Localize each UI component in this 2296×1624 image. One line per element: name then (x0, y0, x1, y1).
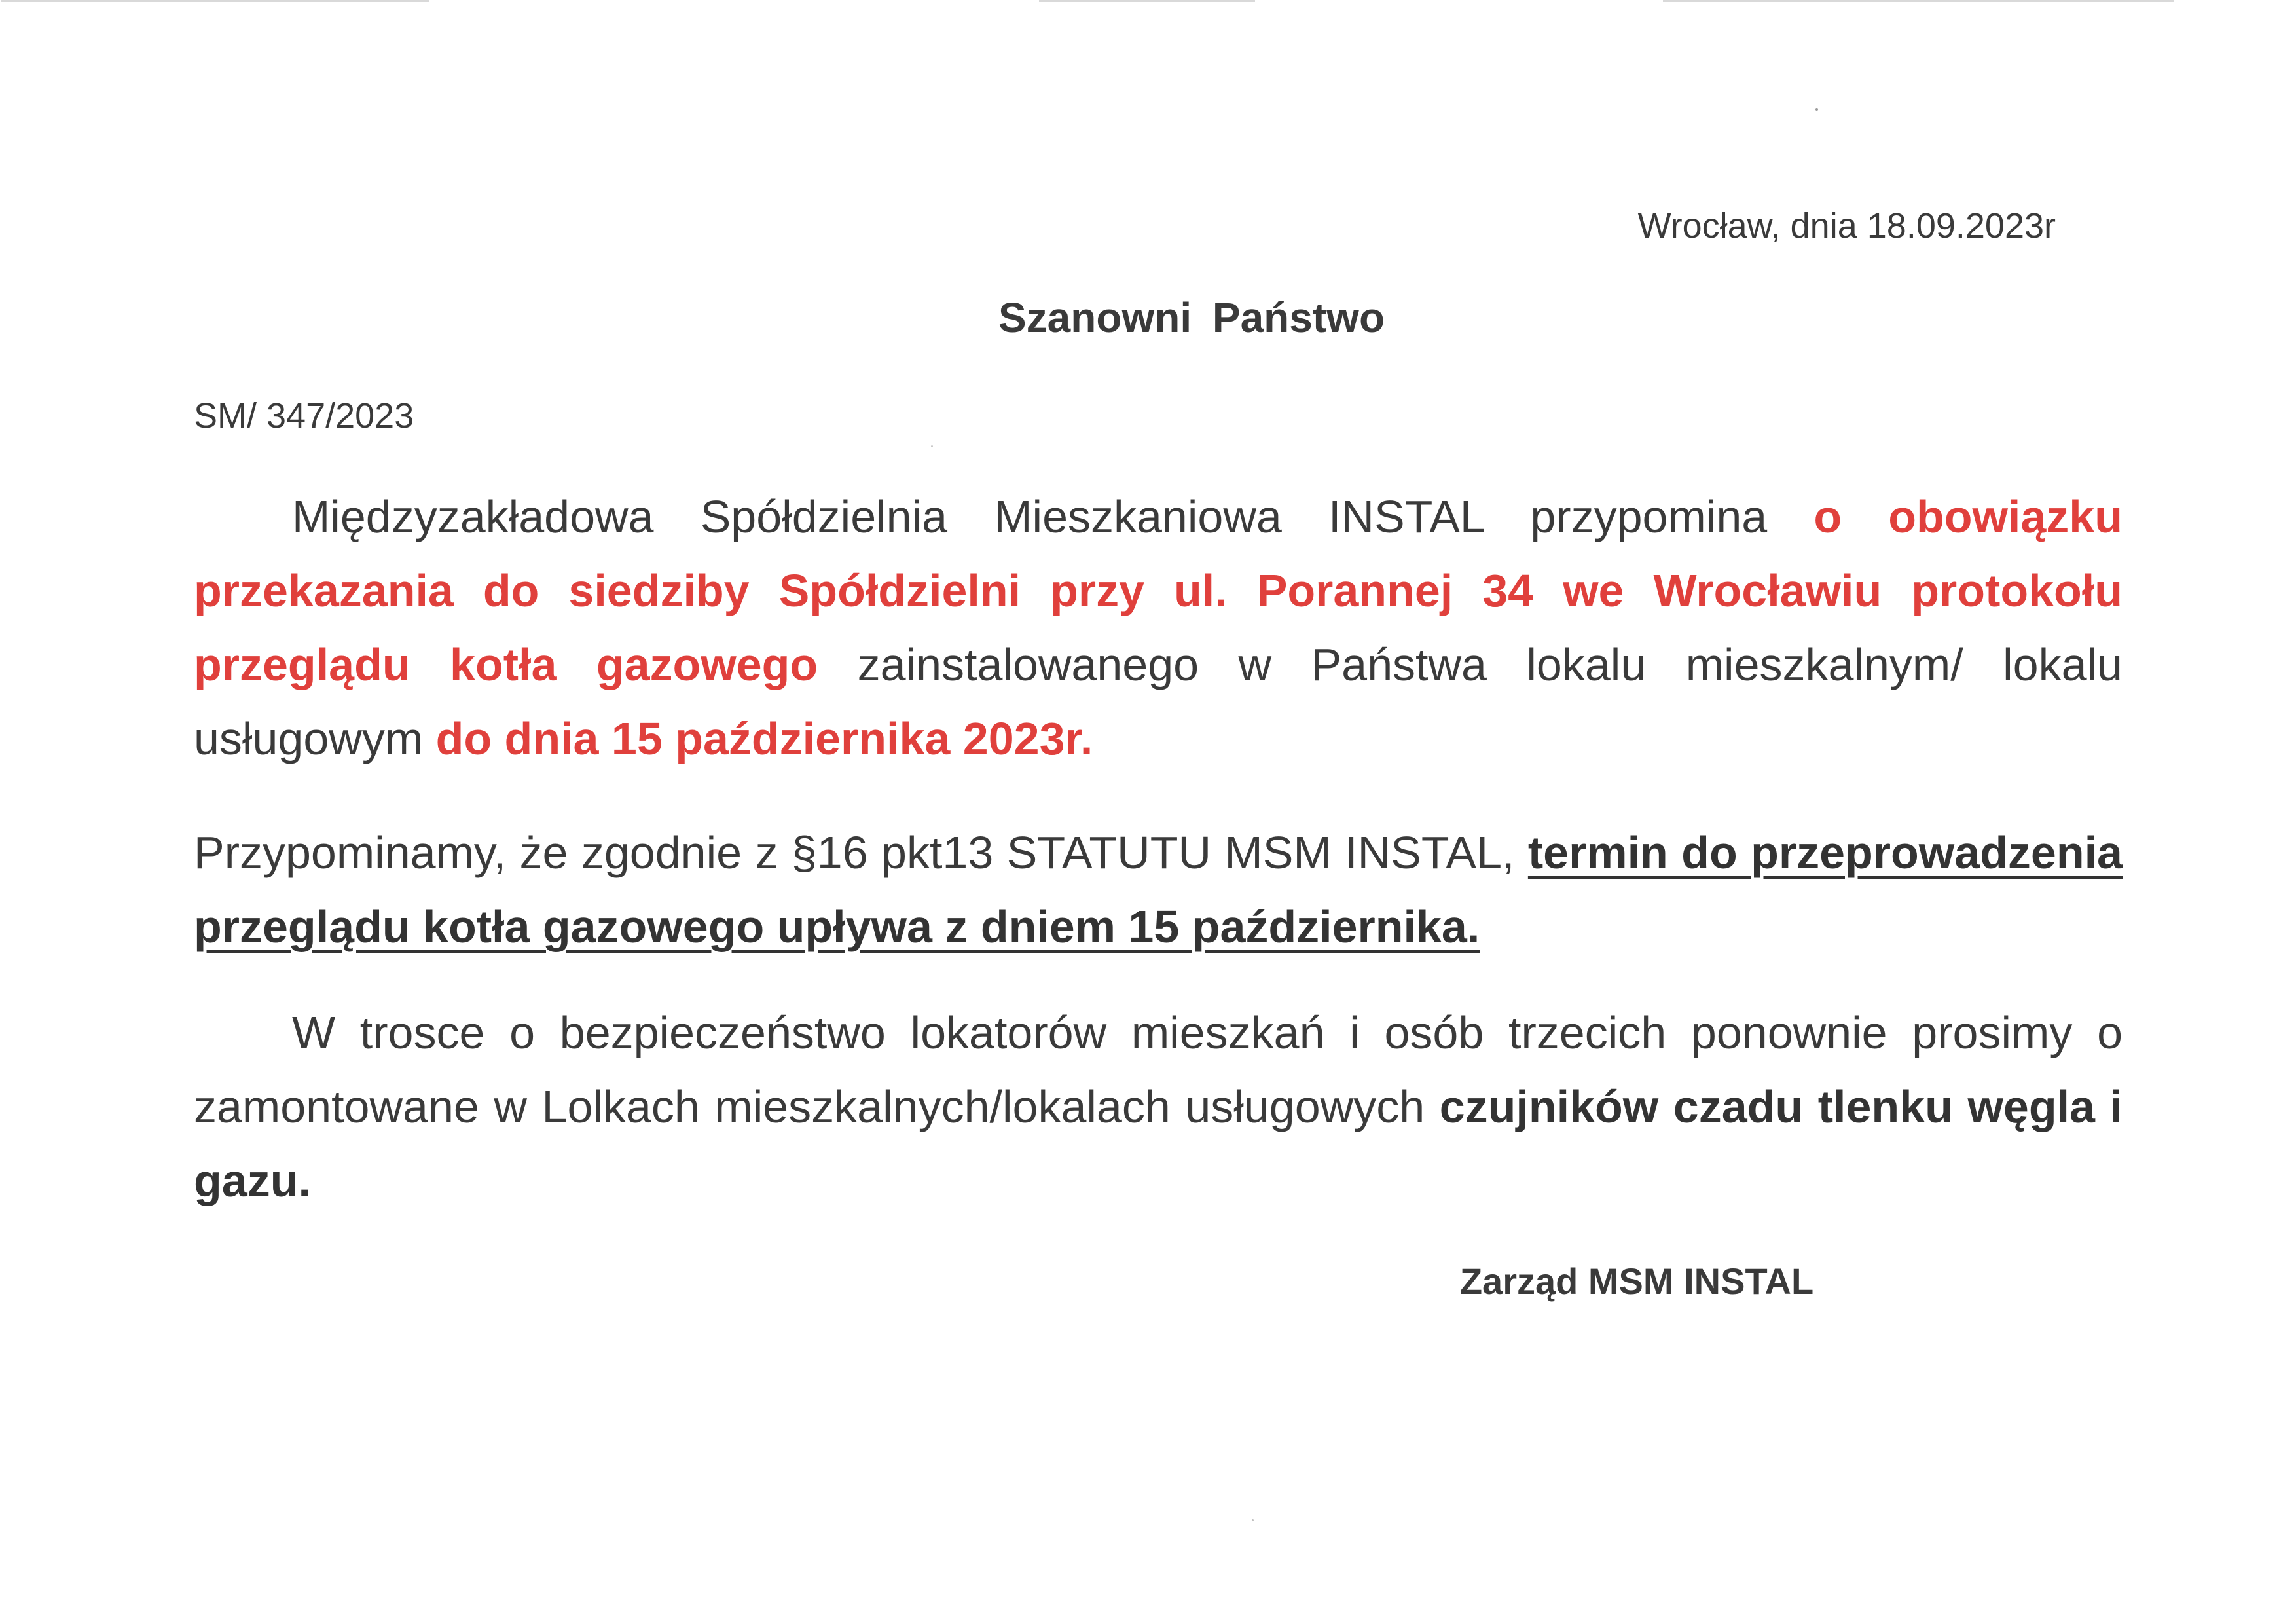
salutation-heading: Szanowni Państwo (998, 294, 1385, 341)
paragraph-safety-intro: W trosce o bezpieczeństwo lokatorów mieszkań i osób trzecich ponownie prosimy o zamontowane w Lolkach mieszkalnych/lokalach usługowych (194, 1007, 2123, 1132)
scan-edge-line-right (1663, 0, 2174, 2)
paragraph-reminder-middle: zainstalowanego w Państwa lokalu mieszkalnym/ lokalu usługowym (194, 639, 2123, 764)
scan-speck (1252, 1519, 1254, 1521)
paragraph-reminder-obligation: o obowiązku przekazania do siedziby Spółdzielni przy ul. Porannej 34 we Wrocławiu protokołu przeglądu kotła gazowego (194, 491, 2123, 690)
scan-edge-line-left (1, 0, 429, 2)
scan-edge-line-center (1039, 0, 1255, 2)
paragraph-safety-detectors: czujników czadu tlenku węgla i gazu. (194, 1081, 2123, 1206)
paragraph-reminder-intro: Międzyzakładowa Spółdzielnia Mieszkaniowa INSTAL przypomina (292, 491, 1814, 542)
paragraph-safety (194, 996, 2123, 1218)
date-line: Wrocław, dnia 18.09.2023r (1637, 206, 2056, 246)
paragraph-statute-deadline: termin do przeprowadzenia przeglądu kotła gazowego upływa z dniem 15 października. (194, 827, 2123, 952)
paragraph-statute (194, 816, 2123, 964)
scan-speck (1815, 108, 1818, 111)
paragraph-statute-intro: Przypominamy, że zgodnie z §16 pkt13 STATUTU MSM INSTAL, (194, 827, 1528, 878)
paragraph-reminder-deadline: do dnia 15 października 2023r. (435, 713, 1093, 764)
reference-number: SM/ 347/2023 (194, 396, 414, 435)
signature: Zarząd MSM INSTAL (1459, 1261, 1814, 1302)
scan-speck (931, 445, 933, 447)
paragraph-reminder (194, 480, 2123, 776)
